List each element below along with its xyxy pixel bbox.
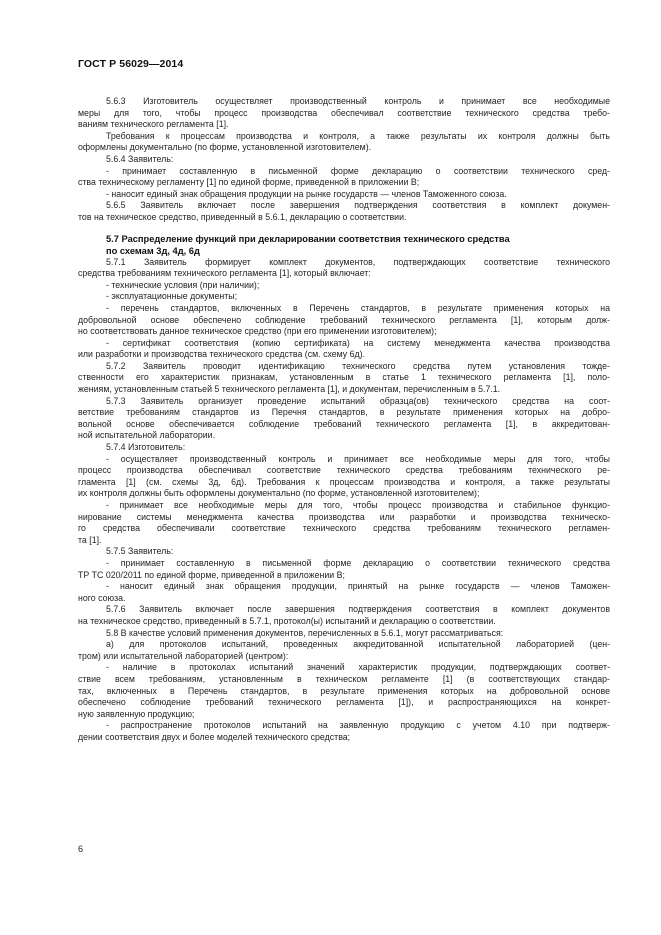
text-line: ваниям технического регламента [1]. bbox=[78, 119, 229, 130]
spacer bbox=[78, 224, 610, 233]
text-line: дении соответствия двух и более моделей технического средства; bbox=[78, 731, 351, 742]
text-line: - наносит единый знак обращения продукции на рынке государств — членов Таможенного союза. bbox=[106, 188, 507, 199]
text-line: 5.6.5 Заявитель включает после завершения подтверждения соответствия в комплект докумен- bbox=[106, 200, 610, 211]
text-line: 5.7.6 Заявитель включает после завершения подтверждения соответствия в комплект документов bbox=[106, 604, 610, 615]
text-line: - сертификат соответствия (копию сертификата) на систему менеджмента качества производства bbox=[106, 337, 610, 348]
text-line: вольной основе обеспечивается соблюдение требований технического регламента [1], в аккредитован- bbox=[78, 418, 610, 429]
text-line: гламента [1] (см. схемы 3д, 6д). Требования к процессам производства и контроля, а также результаты bbox=[78, 476, 610, 487]
text-line: - принимает составленную в письменной форме декларацию о соответствии технического сред- bbox=[106, 165, 610, 176]
text-line: добровольной основе обеспечено соблюдение требований технического регламента [1], которым долж- bbox=[78, 314, 610, 325]
text-line: но соответствовать данное техническое средство (при его применении изготовителем); bbox=[78, 326, 437, 337]
text-line: 5.6.4 Заявитель: bbox=[106, 153, 174, 164]
text-line: - технические условия (при наличии); bbox=[106, 279, 260, 290]
text-line: 5.8 В качестве условий применения документов, перечисленных в 5.6.1, могут рассматриваться: bbox=[106, 627, 504, 638]
text-line: ственности его характеристик признакам, установленным в статье 1 технического регламента [1], поло- bbox=[78, 372, 610, 383]
text-line: - принимает составленную в письменной форме декларацию о соответствии технического средства bbox=[106, 557, 610, 568]
text-line: тах, включенных в Перечень стандартов, в результате применения которых на добровольной основе bbox=[78, 685, 610, 696]
text-line: Требования к процессам производства и контроля, а также результаты их контроля должны быть bbox=[106, 130, 610, 141]
text-line: - осуществляет производственный контроль и принимает все необходимые меры для того, чтобы bbox=[106, 453, 610, 464]
text-line: - перечень стандартов, включенных в Перечень стандартов, в результате применения которых на bbox=[106, 302, 610, 313]
text-line: 5.7.2 Заявитель проводит идентификацию технического средства путем установления тожде- bbox=[106, 360, 610, 371]
text-line: ного союза. bbox=[78, 592, 126, 603]
text-line: нирование системы менеджмента качества производства или разработки и производства техническо- bbox=[78, 511, 610, 522]
text-line: жениям, установленным статьей 5 технического регламента [1], и документам, перечисленным в 5.7.1. bbox=[78, 384, 501, 395]
text-line: ной испытательной лаборатории. bbox=[78, 430, 216, 441]
text-line: процесс производства обеспечивал соответствие технического средства требованиям технического ре- bbox=[78, 465, 610, 476]
section-heading: по схемам 3д, 4д, 6д bbox=[106, 245, 200, 256]
section-heading: 5.7 Распределение функций при декларировании соответствия технического средства bbox=[106, 233, 510, 244]
text-line: - наносит единый знак обращения продукции, принятый на рынке государств — членов Таможен- bbox=[106, 581, 610, 592]
text-line: 5.7.4 Изготовитель: bbox=[106, 442, 186, 453]
document-body bbox=[78, 96, 610, 743]
text-line: - наличие в протоколах испытаний значений характеристик продукции, подтверждающих соответ- bbox=[106, 662, 610, 673]
text-line: ства техническому регламенту [1] по единой форме, приведенной в приложении В; bbox=[78, 177, 420, 188]
text-line: на техническое средство, приведенный в 5.7.1, протокол(ы) испытаний и декларацию о соответствии. bbox=[78, 615, 496, 626]
text-line: 5.6.3 Изготовитель осуществляет производственный контроль и принимает все необходимые bbox=[106, 96, 610, 106]
text-line: 5.7.3 Заявитель организует проведение испытаний образца(ов) технического средства на соот- bbox=[106, 395, 610, 406]
text-line: тром) или испытательной лабораторией (центром): bbox=[78, 650, 289, 661]
text-line: оформлены документально (по форме, установленной изготовителем). bbox=[78, 142, 372, 153]
text-line: го средства обеспечивали соответствие технического средства требованиям технического регламен- bbox=[78, 523, 610, 534]
text-line: а) для протоколов испытаний, проведенных аккредитованной испытательной лабораторией (цен- bbox=[106, 639, 610, 650]
text-line: ТР ТС 020/2011 по единой форме, приведенной в приложении В; bbox=[78, 569, 345, 580]
text-line: та [1]. bbox=[78, 534, 102, 545]
text-line: их контроля должны быть оформлены документально (по форме, установленной изготовителем); bbox=[78, 488, 480, 499]
text-line: средства требованиям технического регламента [1], который включает: bbox=[78, 268, 371, 279]
text-line: обеспечено соблюдение требований технического регламента [1]), и распространяющихся на конкрет- bbox=[78, 697, 610, 708]
page-number: 6 bbox=[78, 844, 84, 854]
text-line: - принимает все необходимые меры для того, чтобы процесс производства и стабильное функцио- bbox=[106, 500, 610, 510]
text-line: ствие всем требованиям, установленным в техническом регламенте [1] (в соответствующих стандар- bbox=[78, 673, 610, 684]
standard-id: ГОСТ Р 56029—2014 bbox=[78, 58, 184, 70]
text-line: ветствие требованиям стандартов из Перечня стандартов, в результате применения которых на добро- bbox=[78, 407, 610, 418]
text-line: 5.7.5 Заявитель: bbox=[106, 546, 174, 557]
text-line: или разработки и производства технического средства (см. схему 6д). bbox=[78, 349, 366, 360]
text-line: меры для того, чтобы процесс производства обеспечивал соответствие технического средства требо- bbox=[78, 107, 610, 118]
text-line: - распространение протоколов испытаний на заявленную продукцию с учетом 4.10 при подтверж- bbox=[106, 720, 610, 731]
text-line: 5.7.1 Заявитель формирует комплект документов, подтверждающих соответствие технического bbox=[106, 256, 610, 267]
text-line: ную заявленную продукцию; bbox=[78, 708, 195, 719]
text-line: - эксплуатационные документы; bbox=[106, 291, 238, 302]
text-line: тов на техническое средство, приведенный в 5.6.1, декларацию о соответствии. bbox=[78, 211, 407, 222]
